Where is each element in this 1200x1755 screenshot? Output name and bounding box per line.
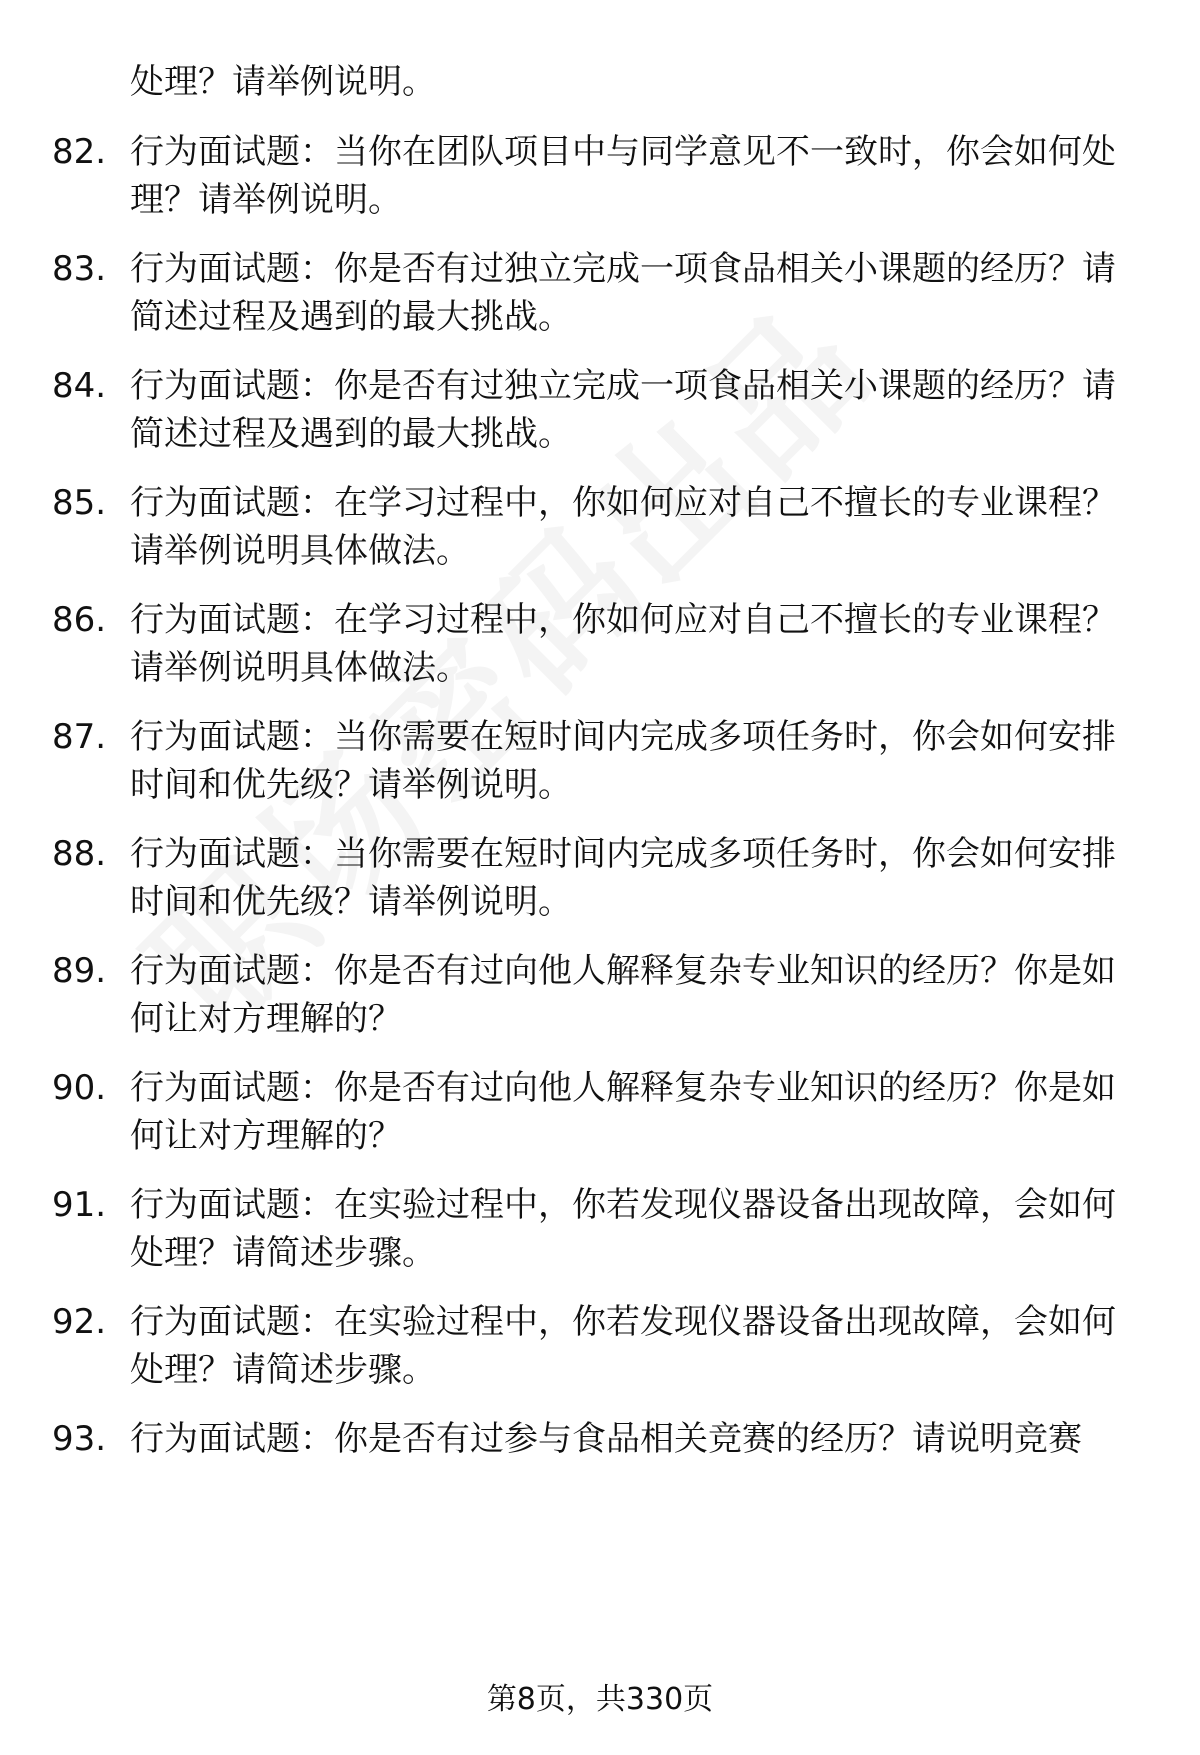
question-number: 87. bbox=[52, 717, 107, 757]
question-text: 行为面试题：在实验过程中，你若发现仪器设备出现故障，会如何处理？请简述步骤。 bbox=[130, 1185, 1116, 1273]
page-footer: 第8页，共330页 bbox=[486, 1682, 714, 1717]
question-number: 85. bbox=[52, 483, 107, 523]
question-text: 行为面试题：你是否有过独立完成一项食品相关小课题的经历？请简述过程及遇到的最大挑战。 bbox=[130, 249, 1116, 337]
question-number: 92. bbox=[52, 1302, 107, 1342]
question-number: 91. bbox=[52, 1185, 107, 1225]
question-text: 行为面试题：你是否有过向他人解释复杂专业知识的经历？你是如何让对方理解的？ bbox=[130, 1068, 1116, 1156]
question-text: 行为面试题：你是否有过向他人解释复杂专业知识的经历？你是如何让对方理解的？ bbox=[130, 951, 1116, 1039]
question-text: 行为面试题：在实验过程中，你若发现仪器设备出现故障，会如何处理？请简述步骤。 bbox=[130, 1302, 1116, 1390]
question-text: 行为面试题：你是否有过参与食品相关竞赛的经历？请说明竞赛 bbox=[130, 1419, 1082, 1459]
question-text: 行为面试题：在学习过程中，你如何应对自己不擅长的专业课程？请举例说明具体做法。 bbox=[130, 483, 1116, 571]
question-number: 90. bbox=[52, 1068, 107, 1108]
question-number: 86. bbox=[52, 600, 107, 640]
question-number: 93. bbox=[52, 1419, 107, 1459]
question-number: 88. bbox=[52, 834, 107, 874]
question-text: 行为面试题：当你需要在短时间内完成多项任务时，你会如何安排时间和优先级？请举例说明。 bbox=[130, 834, 1116, 922]
question-text: 行为面试题：在学习过程中，你如何应对自己不擅长的专业课程？请举例说明具体做法。 bbox=[130, 600, 1116, 688]
question-number: 82. bbox=[52, 132, 107, 172]
question-text: 行为面试题：当你需要在短时间内完成多项任务时，你会如何安排时间和优先级？请举例说明。 bbox=[130, 717, 1116, 805]
question-text: 行为面试题：当你在团队项目中与同学意见不一致时，你会如何处理？请举例说明。 bbox=[130, 132, 1116, 220]
question-text: 行为面试题：你是否有过独立完成一项食品相关小课题的经历？请简述过程及遇到的最大挑战。 bbox=[130, 366, 1116, 454]
question-number: 83. bbox=[52, 249, 107, 289]
question-number: 89. bbox=[52, 951, 107, 991]
continued-question-text: 处理？请举例说明。 bbox=[130, 62, 436, 102]
question-number: 84. bbox=[52, 366, 107, 406]
